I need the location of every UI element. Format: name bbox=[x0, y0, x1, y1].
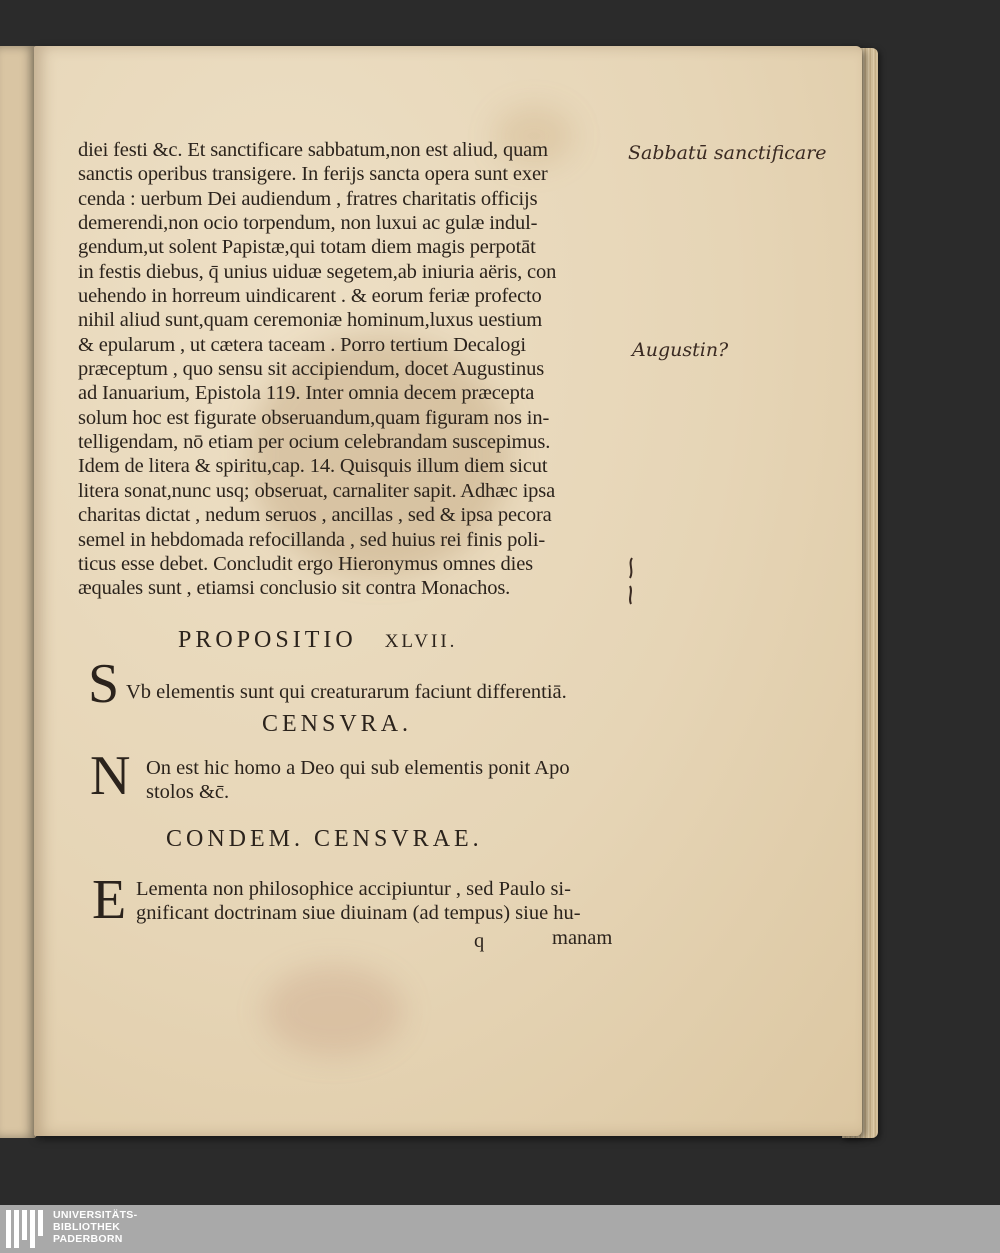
text-line: Idem de litera & spiritu,cap. 14. Quisquis illum diem sicut bbox=[78, 455, 548, 478]
final-line-2: gnificant doctrinam siue diuinam (ad tempus) siue hu- bbox=[136, 902, 581, 924]
censura-heading: CENSVRA. bbox=[262, 711, 413, 737]
censura-line-2: stolos &c̄. bbox=[146, 781, 230, 803]
water-stain bbox=[264, 966, 404, 1056]
text-line: diei festi &c. Et sanctificare sabbatum,non est aliud, quam bbox=[78, 139, 548, 161]
propositio-number: XLVII. bbox=[384, 631, 458, 652]
text-line: cenda : uerbum Dei audiendum , fratres charitatis officijs bbox=[78, 187, 538, 210]
margin-note-sabbatum: Sabbatū sanctificare bbox=[628, 142, 827, 164]
text-line: uehendo in horreum uindicarent . & eorum feriæ profecto bbox=[78, 285, 542, 308]
text-line: præceptum , quo sensu sit accipiendum, docet Augustinus bbox=[78, 358, 545, 381]
left-page-edge bbox=[0, 46, 37, 1138]
text-line: æquales sunt , etiamsi conclusio sit contra Monachos. bbox=[78, 577, 511, 600]
final-line-1: Lementa non philosophice accipiuntur , sed Paulo si- bbox=[136, 878, 571, 900]
footer-bar bbox=[0, 1205, 1000, 1253]
propositio-heading bbox=[178, 627, 457, 654]
text-line: ticus esse debet. Concludit ergo Hieronymus omnes dies bbox=[78, 552, 533, 575]
text-line: litera sonat,nunc usq; obseruat, carnaliter sapit. Adhæc ipsa bbox=[78, 479, 556, 502]
censura-line-1: On est hic homo a Deo qui sub elementis ponit Apo bbox=[146, 757, 570, 779]
propositio-title: PROPOSITIO bbox=[178, 627, 357, 653]
text-line: demerendi,non ocio torpendum, non luxui ac gulæ indul- bbox=[78, 212, 538, 235]
text-line: in festis diebus, q̄ unius uiduæ segetem,ab iniuria aëris, con bbox=[78, 260, 557, 283]
text-line: solum hoc est figurate obseruandum,quam figuram nos in- bbox=[78, 406, 550, 429]
library-name-line-3: PADERBORN bbox=[53, 1233, 123, 1245]
library-name bbox=[53, 1209, 137, 1245]
library-name-line-1: UNIVERSITÄTS- bbox=[53, 1209, 138, 1221]
text-line: charitas dictat , nedum seruos , ancillas , sed & ipsa pecora bbox=[78, 504, 552, 527]
text-line: telligendam, nō etiam per ocium celebrandam suscepimus. bbox=[78, 431, 551, 454]
margin-note-augustin: Augustin? bbox=[632, 339, 729, 361]
text-line: ad Ianuarium, Epistola 119. Inter omnia decem præcepta bbox=[78, 382, 535, 405]
proposition-text: Vb elementis sunt qui creaturarum faciunt differentiā. bbox=[126, 681, 567, 703]
margin-bracket-mark bbox=[624, 556, 638, 606]
text-line: semel in hebdomada refocillanda , sed huius rei finis poli- bbox=[78, 528, 546, 551]
text-line: & epularum , ut cætera taceam . Porro tertium Decalogi bbox=[78, 333, 526, 356]
library-name-line-2: BIBLIOTHEK bbox=[53, 1221, 121, 1233]
library-logo-icon bbox=[6, 1210, 46, 1248]
condem-censurae-heading: CONDEM. CENSVRAE. bbox=[166, 826, 483, 852]
drop-cap-s: S bbox=[88, 653, 120, 715]
body-paragraph bbox=[78, 138, 638, 601]
text-line: sanctis operibus transigere. In ferijs sancta opera sunt exer bbox=[78, 163, 548, 186]
catchword: manam bbox=[552, 927, 613, 949]
drop-cap-n: N bbox=[90, 745, 131, 807]
signature-mark: q bbox=[474, 930, 485, 952]
drop-cap-e: E bbox=[92, 869, 127, 931]
text-line: gendum,ut solent Papistæ,qui totam diem magis perpotāt bbox=[78, 236, 536, 259]
text-line: nihil aliud sunt,quam ceremoniæ hominum,luxus uestium bbox=[78, 309, 543, 332]
